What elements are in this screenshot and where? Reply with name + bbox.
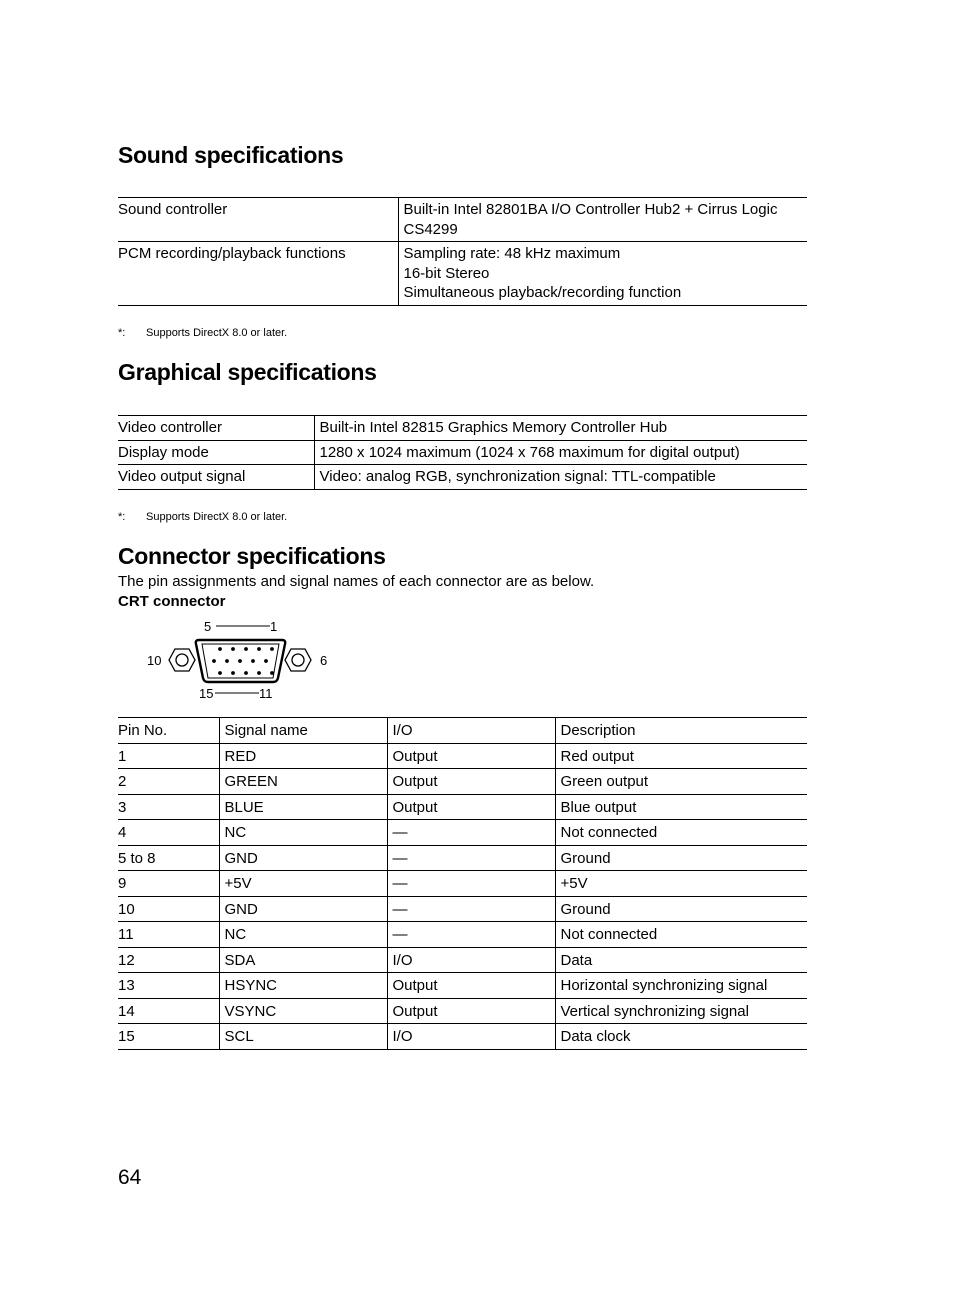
table-cell: 4 — [118, 820, 219, 846]
footnote-text: Supports DirectX 8.0 or later. — [146, 511, 288, 523]
table-cell: Green output — [555, 769, 807, 795]
table-cell: 11 — [118, 922, 219, 948]
spec-value: Video: analog RGB, synchronization signal: TTL-compatible — [314, 465, 807, 490]
table-cell: Output — [387, 794, 555, 820]
pin-dot — [225, 659, 229, 663]
sound-spec-table — [118, 197, 807, 306]
sound-section-title: Sound specifications — [118, 142, 344, 168]
table-row — [118, 242, 807, 306]
table-cell: +5V — [219, 871, 387, 897]
table-cell: — — [387, 896, 555, 922]
pin-dot — [218, 671, 222, 675]
table-row — [118, 998, 807, 1024]
table-row — [118, 973, 807, 999]
table-cell: I/O — [387, 947, 555, 973]
spec-label: Video controller — [118, 416, 314, 441]
pin-dot — [238, 659, 242, 663]
pin-dots — [212, 647, 274, 675]
table-row — [118, 198, 807, 242]
spec-value-line: CS4299 — [403, 220, 458, 238]
footnote-text: Supports DirectX 8.0 or later. — [146, 327, 288, 339]
table-cell: 14 — [118, 998, 219, 1024]
table-cell: 2 — [118, 769, 219, 795]
table-cell: GREEN — [219, 769, 387, 795]
table-row — [118, 871, 807, 897]
spec-value: Built-in Intel 82815 Graphics Memory Controller Hub — [314, 416, 807, 441]
pin-dot — [212, 659, 216, 663]
connector-section-title: Connector specifications — [118, 543, 386, 569]
table-cell: SCL — [219, 1024, 387, 1050]
column-header: Signal name — [219, 718, 387, 744]
table-row — [118, 820, 807, 846]
table-cell: Output — [387, 973, 555, 999]
pin-label-5: 5 — [204, 619, 212, 634]
table-cell: I/O — [387, 1024, 555, 1050]
spec-label: Sound controller — [118, 198, 398, 242]
connector-intro: The pin assignments and signal names of each connector are as below. — [118, 573, 595, 590]
table-cell: NC — [219, 820, 387, 846]
spec-label: Video output signal — [118, 465, 314, 490]
pin-label-11: 11 — [259, 686, 273, 701]
table-row — [118, 465, 807, 490]
screw-right-hole — [292, 654, 304, 666]
table-cell: Horizontal synchronizing signal — [555, 973, 807, 999]
pin-dot — [264, 659, 268, 663]
table-row — [118, 794, 807, 820]
pin-label-10: 10 — [147, 653, 162, 668]
table-cell: Data clock — [555, 1024, 807, 1050]
table-cell: GND — [219, 896, 387, 922]
table-cell: Output — [387, 769, 555, 795]
pin-dot — [270, 647, 274, 651]
pin-dot — [244, 671, 248, 675]
table-cell: 3 — [118, 794, 219, 820]
graphical-spec-table — [118, 415, 807, 490]
table-cell: Red output — [555, 743, 807, 769]
table-cell: Ground — [555, 845, 807, 871]
table-cell: 13 — [118, 973, 219, 999]
pin-label-1: 1 — [270, 619, 278, 634]
spec-value — [398, 242, 807, 306]
table-cell: — — [387, 871, 555, 897]
spec-label: PCM recording/playback functions — [118, 242, 398, 306]
spec-value-line: Built-in Intel 82801BA I/O Controller Hub2 + Cirrus Logic — [403, 201, 778, 218]
table-cell: 12 — [118, 947, 219, 973]
graphical-footnote — [118, 511, 287, 523]
page-number: 64 — [118, 1166, 142, 1189]
pin-dot — [244, 647, 248, 651]
table-row — [118, 769, 807, 795]
pin-label-15: 15 — [199, 686, 214, 701]
spec-value-line: Simultaneous playback/recording function — [403, 284, 682, 301]
table-cell: Not connected — [555, 820, 807, 846]
spec-value-line: 16-bit Stereo — [403, 264, 490, 282]
table-row — [118, 947, 807, 973]
spec-value-line: Sampling rate: 48 kHz maximum — [403, 245, 621, 262]
table-cell: Vertical synchronizing signal — [555, 998, 807, 1024]
spec-value: 1280 x 1024 maximum (1024 x 768 maximum for digital output) — [314, 440, 807, 465]
pin-dot — [251, 659, 255, 663]
table-cell: 10 — [118, 896, 219, 922]
table-cell: GND — [219, 845, 387, 871]
table-cell: 15 — [118, 1024, 219, 1050]
table-row — [118, 845, 807, 871]
crt-connector-title: CRT connector — [118, 593, 226, 610]
column-header: Pin No. — [118, 718, 219, 744]
table-row — [118, 743, 807, 769]
table-row — [118, 896, 807, 922]
spec-label: Display mode — [118, 440, 314, 465]
table-cell: Output — [387, 743, 555, 769]
pin-dot — [257, 671, 261, 675]
table-cell: HSYNC — [219, 973, 387, 999]
table-cell: Output — [387, 998, 555, 1024]
table-cell: Blue output — [555, 794, 807, 820]
spec-value — [398, 198, 807, 242]
pin-assignment-table — [118, 717, 807, 1050]
pin-dot — [270, 671, 274, 675]
screw-left-icon — [169, 649, 195, 671]
crt-connector-diagram — [142, 616, 332, 706]
table-row — [118, 1024, 807, 1050]
table-cell: 9 — [118, 871, 219, 897]
pin-label-6: 6 — [320, 653, 328, 668]
pin-dot — [218, 647, 222, 651]
graphical-section-title: Graphical specifications — [118, 359, 377, 385]
table-cell: RED — [219, 743, 387, 769]
table-cell: VSYNC — [219, 998, 387, 1024]
table-cell: — — [387, 922, 555, 948]
table-cell: — — [387, 820, 555, 846]
column-header: Description — [555, 718, 807, 744]
table-cell: Not connected — [555, 922, 807, 948]
table-cell: +5V — [555, 871, 807, 897]
pin-dot — [231, 671, 235, 675]
column-header: I/O — [387, 718, 555, 744]
table-cell: BLUE — [219, 794, 387, 820]
table-cell: 1 — [118, 743, 219, 769]
pin-dot — [257, 647, 261, 651]
footnote-mark: *: — [118, 511, 126, 523]
table-cell: SDA — [219, 947, 387, 973]
table-cell: Ground — [555, 896, 807, 922]
table-cell: 5 to 8 — [118, 845, 219, 871]
table-row — [118, 440, 807, 465]
footnote-mark: *: — [118, 327, 126, 339]
table-header-row — [118, 718, 807, 744]
table-row — [118, 416, 807, 441]
screw-left-hole — [176, 654, 188, 666]
sound-footnote — [118, 327, 287, 339]
table-cell: Data — [555, 947, 807, 973]
table-cell: NC — [219, 922, 387, 948]
table-row — [118, 922, 807, 948]
screw-right-icon — [285, 649, 311, 671]
table-cell: — — [387, 845, 555, 871]
pin-dot — [231, 647, 235, 651]
